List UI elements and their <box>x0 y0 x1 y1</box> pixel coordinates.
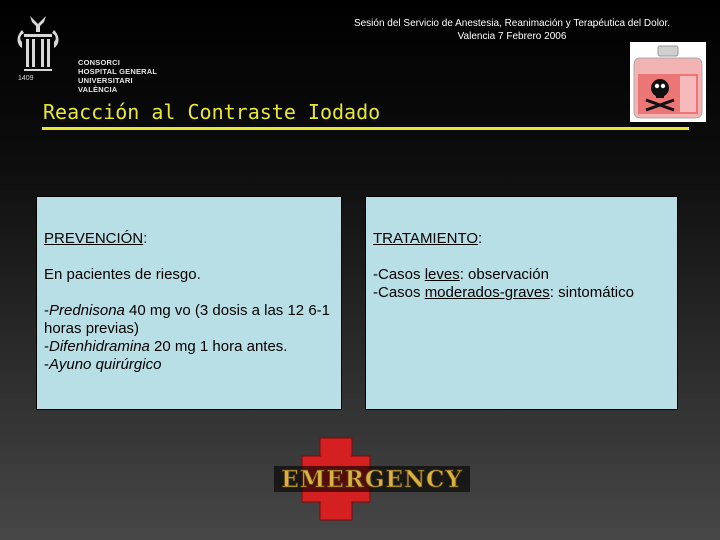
case-severity: moderados-graves <box>424 284 550 301</box>
prevention-heading: PREVENCIÓN: <box>44 230 148 247</box>
treatment-case: -Casos moderados-graves: sintomático <box>373 284 634 301</box>
treatment-heading-text: TRATAMIENTO <box>373 230 478 247</box>
prevention-item: -Ayuno quirúrgico <box>44 356 162 373</box>
prevention-heading-text: PREVENCIÓN <box>44 230 144 247</box>
logo-line: VALÈNCIA <box>78 85 118 94</box>
logo-year: 1409 <box>18 75 34 82</box>
slide-title: Reacción al Contraste Iodado <box>43 100 381 124</box>
treatment-case: -Casos leves: observación <box>373 266 549 283</box>
drug-name: Ayuno quirúrgico <box>49 356 162 373</box>
prevention-panel <box>36 196 342 410</box>
prevention-risk: En pacientes de riesgo. <box>44 266 201 283</box>
prevention-item: -Difenhidramina 20 mg 1 hora antes. <box>44 338 288 355</box>
case-severity: leves <box>424 266 460 283</box>
session-date: Valencia 7 Febrero 2006 <box>457 31 567 42</box>
logo-line: CONSORCI <box>78 58 121 67</box>
treatment-heading: TRATAMIENTO: <box>373 230 483 247</box>
logo-text <box>78 58 157 94</box>
emergency-text: EMERGENCY <box>281 466 463 493</box>
title-underline <box>42 127 689 130</box>
hospital-logo <box>14 14 158 94</box>
poison-bottle-icon <box>628 40 708 124</box>
session-title: Sesión del Servicio de Anestesia, Reanimación y Terapéutica del Dolor. <box>353 18 671 29</box>
drug-name: Prednisona <box>49 302 125 319</box>
treatment-panel <box>365 196 678 410</box>
prevention-item: -Prednisona 40 mg vo (3 dosis a las 12 6-1 horas previas) <box>44 302 330 337</box>
emergency-sign <box>266 436 476 522</box>
drug-name: Difenhidramina <box>49 338 150 355</box>
logo-line: HOSPITAL GENERAL <box>78 67 158 76</box>
logo-line: UNIVERSITARI <box>78 76 133 85</box>
hospital-crest-icon <box>14 14 62 84</box>
